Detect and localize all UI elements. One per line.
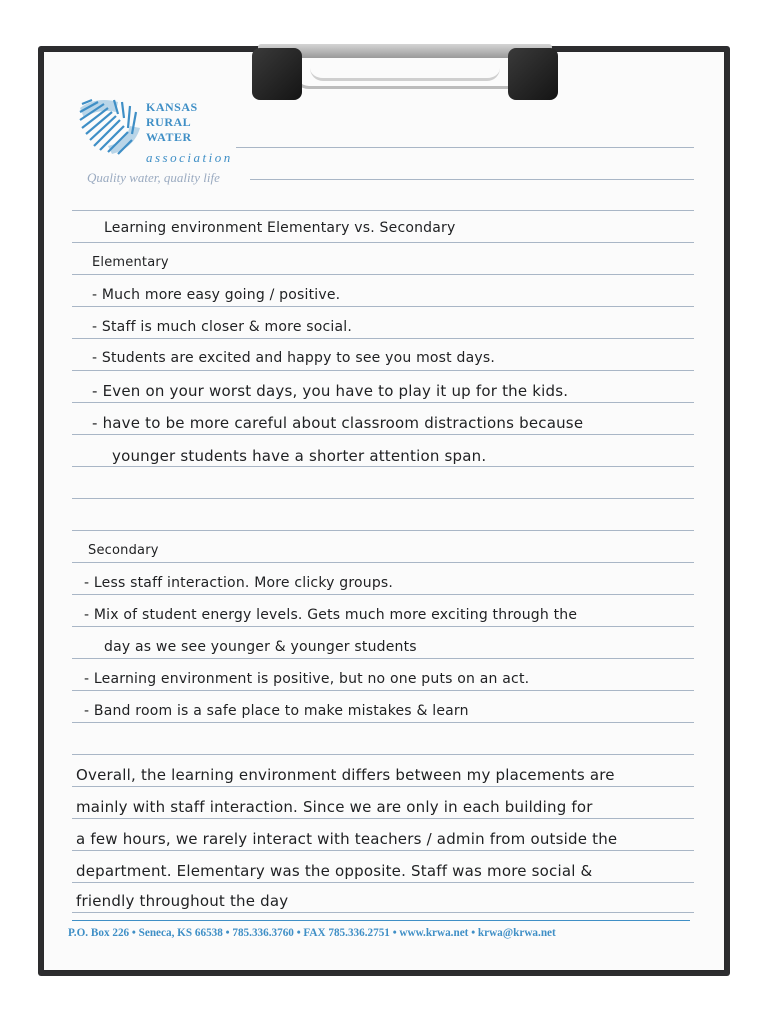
clip-wire-inner [310, 68, 500, 81]
ruled-line [72, 722, 694, 723]
ruled-line [72, 562, 694, 563]
ruled-line [72, 626, 694, 627]
ruled-line [72, 882, 694, 883]
ruled-line [72, 594, 694, 595]
ruled-line [72, 912, 694, 913]
footer-rule [72, 920, 690, 921]
ruled-line [72, 498, 694, 499]
ruled-line [72, 338, 694, 339]
ruled-line [72, 274, 694, 275]
org-name-line1: KANSAS [146, 100, 198, 114]
clipboard-clip [252, 44, 558, 102]
ruled-line [72, 658, 694, 659]
summary-line: a few hours, we rarely interact with teachers / admin from outside the [76, 830, 618, 848]
summary-line: Overall, the learning environment differs between my placements are [76, 766, 615, 784]
tagline: Quality water, quality life [87, 170, 220, 185]
elementary-item: - have to be more careful about classroom distractions because [92, 414, 584, 432]
ruled-line [72, 306, 694, 307]
summary-line: department. Elementary was the opposite. Staff was more social & [76, 862, 593, 880]
krwa-logo-icon [78, 98, 142, 156]
elementary-item: younger students have a shorter attention span. [112, 447, 487, 465]
org-name-association: association [146, 150, 233, 165]
ruled-line [72, 242, 694, 243]
elementary-item: - Even on your worst days, you have to play it up for the kids. [92, 382, 569, 400]
ruled-line [72, 850, 694, 851]
ruled-line [250, 179, 694, 180]
ruled-line [72, 818, 694, 819]
secondary-item: day as we see younger & younger students [104, 639, 417, 655]
org-name-line3: WATER [146, 130, 192, 144]
ruled-line [72, 370, 694, 371]
secondary-item: - Band room is a safe place to make mistakes & learn [84, 703, 469, 719]
ruled-line [72, 210, 694, 211]
ruled-line [72, 402, 694, 403]
secondary-heading: Secondary [88, 543, 159, 558]
secondary-item: - Mix of student energy levels. Gets much more exciting through the [84, 607, 578, 623]
summary-line: mainly with staff interaction. Since we are only in each building for [76, 798, 593, 816]
org-name [146, 100, 198, 145]
elementary-item: - Staff is much closer & more social. [92, 319, 353, 335]
clip-left-grip [252, 48, 302, 100]
notes-title: Learning environment Elementary vs. Secondary [104, 220, 456, 236]
ruled-line [72, 530, 694, 531]
elementary-item: - Students are excited and happy to see you most days. [92, 350, 496, 366]
ruled-line [72, 434, 694, 435]
ruled-line [72, 690, 694, 691]
letterhead-footer: P.O. Box 226 • Seneca, KS 66538 • 785.336.3760 • FAX 785.336.2751 • www.krwa.net • krwa@krwa.net [68, 927, 556, 939]
ruled-line [72, 754, 694, 755]
ruled-line [236, 147, 694, 148]
secondary-item: - Less staff interaction. More clicky groups. [84, 575, 394, 591]
org-name-line2: RURAL [146, 115, 192, 129]
ruled-line [72, 466, 694, 467]
ruled-line [72, 786, 694, 787]
elementary-heading: Elementary [92, 255, 169, 270]
summary-line: friendly throughout the day [76, 892, 289, 910]
secondary-item: - Learning environment is positive, but no one puts on an act. [84, 671, 530, 687]
clip-right-grip [508, 48, 558, 100]
elementary-item: - Much more easy going / positive. [92, 287, 341, 303]
